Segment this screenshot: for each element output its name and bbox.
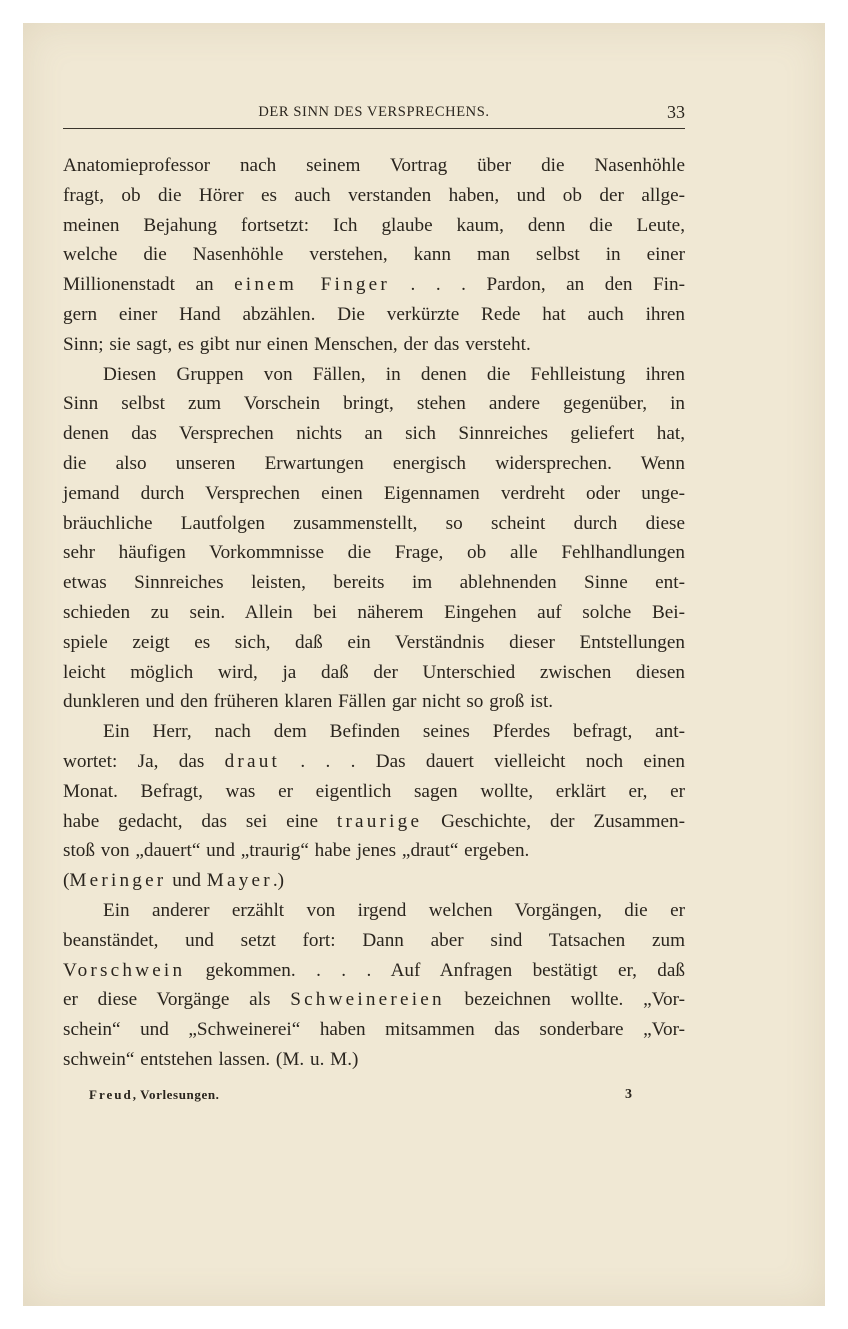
text-line (63, 270, 685, 300)
text-line (63, 479, 685, 509)
text-line (63, 1045, 685, 1075)
spaced-emphasis: Meringer (69, 870, 167, 892)
text-run: die also unseren Erwartungen energisch widersprechen. Wenn (63, 452, 685, 474)
text-line (63, 449, 685, 479)
text-line (63, 926, 685, 956)
page-number: 33 (667, 102, 685, 122)
text-line (63, 211, 685, 241)
text-run: gern einer Hand abzählen. Die verkürzte Rede hat auch ihren (63, 303, 685, 325)
text-run: .) (272, 870, 285, 892)
text-run: sehr häufigen Vorkommnisse die Frage, ob alle Fehlhandlungen (63, 542, 685, 564)
text-line (63, 330, 685, 360)
text-run: Millionenstadt an (63, 274, 235, 296)
text-line (63, 628, 685, 658)
text-line (63, 419, 685, 449)
text-run: Geschichte, der Zusammen- (422, 810, 685, 832)
text-line (63, 360, 685, 390)
text-run: und (166, 870, 207, 892)
signature-number: 3 (625, 1087, 632, 1102)
text-line (63, 389, 685, 419)
text-run: . . . Das dauert vielleicht noch einen (280, 750, 685, 772)
text-run: jemand durch Versprechen einen Eigennamen verdreht oder unge- (63, 482, 685, 504)
spaced-emphasis: Schweinereien (290, 989, 445, 1011)
text-run: leicht möglich wird, ja daß der Unterschied zwischen diesen (63, 661, 685, 683)
text-run: beanständet, und setzt fort: Dann aber sind Tatsachen zum (63, 929, 685, 951)
spaced-emphasis: einem Finger (234, 274, 390, 296)
spaced-emphasis: Mayer (206, 870, 273, 892)
text-run: . . . Pardon, an den Fin- (389, 274, 685, 296)
text-line (63, 538, 685, 568)
text-line (63, 509, 685, 539)
spaced-emphasis: Vorschwein (63, 959, 186, 981)
text-line (63, 777, 685, 807)
text-run: schwein“ entstehen lassen. (M. u. M.) (63, 1048, 359, 1070)
text-run: Monat. Befragt, was er eigentlich sagen wollte, erklärt er, er (63, 780, 685, 802)
text-run: habe gedacht, das sei eine (63, 810, 337, 832)
text-line (63, 1015, 685, 1045)
text-line (63, 151, 685, 181)
text-line (63, 568, 685, 598)
text-line (63, 807, 685, 837)
printer-signature (89, 1087, 220, 1103)
text-line (63, 687, 685, 717)
text-run: er diese Vorgänge als (63, 989, 291, 1011)
signature-author: Freud (89, 1087, 133, 1102)
text-run: schieden zu sein. Allein bei näherem Eingehen auf solche Bei- (63, 601, 685, 623)
text-line (63, 836, 685, 866)
text-run: fragt, ob die Hörer es auch verstanden haben, und ob der allge- (63, 184, 685, 206)
body-text (63, 151, 685, 1075)
text-run: ( (63, 870, 70, 892)
signature-title: , Vorlesungen. (132, 1087, 220, 1102)
text-run: bezeichnen wollte. „Vor- (444, 989, 685, 1011)
book-page (23, 23, 825, 1306)
text-run: dunkleren und den früheren klaren Fällen gar nicht so groß ist. (63, 691, 554, 713)
text-line (63, 866, 685, 896)
text-run: Sinn; sie sagt, es gibt nur einen Menschen, der das versteht. (63, 333, 531, 355)
text-run: Ein Herr, nach dem Befinden seines Pferdes befragt, ant- (103, 721, 685, 743)
spaced-emphasis: draut (224, 750, 281, 772)
text-run: etwas Sinnreiches leisten, bereits im ablehnenden Sinne ent- (63, 572, 685, 594)
text-line (63, 896, 685, 926)
text-run: Diesen Gruppen von Fällen, in denen die Fehlleistung ihren (103, 363, 685, 385)
text-run: Sinn selbst zum Vorschein bringt, stehen andere gegenüber, in (63, 393, 685, 415)
text-line (63, 985, 685, 1015)
text-line (63, 658, 685, 688)
text-run: Ein anderer erzählt von irgend welchen Vorgängen, die er (103, 899, 685, 921)
text-run: stoß von „dauert“ und „traurig“ habe jenes „draut“ ergeben. (63, 840, 530, 862)
text-run: spiele zeigt es sich, daß ein Verständnis dieser Entstellungen (63, 631, 685, 653)
text-run: meinen Bejahung fortsetzt: Ich glaube kaum, denn die Leute, (63, 214, 685, 236)
running-title: DER SINN DES VERSPRECHENS. (258, 104, 490, 120)
text-run: bräuchliche Lautfolgen zusammenstellt, so scheint durch diese (63, 512, 685, 534)
spaced-emphasis: traurige (336, 810, 423, 832)
text-run: denen das Versprechen nichts an sich Sinnreiches geliefert hat, (63, 423, 685, 445)
text-line (63, 181, 685, 211)
text-run: gekommen. . . . Auf Anfragen bestätigt er, daß (185, 959, 685, 981)
text-line (63, 240, 685, 270)
text-run: schein“ und „Schweinerei“ haben mitsammen das sonderbare „Vor- (63, 1019, 685, 1041)
text-line (63, 956, 685, 986)
page-footer (63, 1087, 685, 1107)
text-run: wortet: Ja, das (63, 750, 225, 772)
running-header (63, 104, 685, 129)
text-line (63, 747, 685, 777)
text-line (63, 300, 685, 330)
text-run: welche die Nasenhöhle verstehen, kann man selbst in einer (63, 244, 685, 266)
text-run: Anatomieprofessor nach seinem Vortrag über die Nasenhöhle (63, 155, 685, 176)
text-line (63, 717, 685, 747)
text-line (63, 598, 685, 628)
